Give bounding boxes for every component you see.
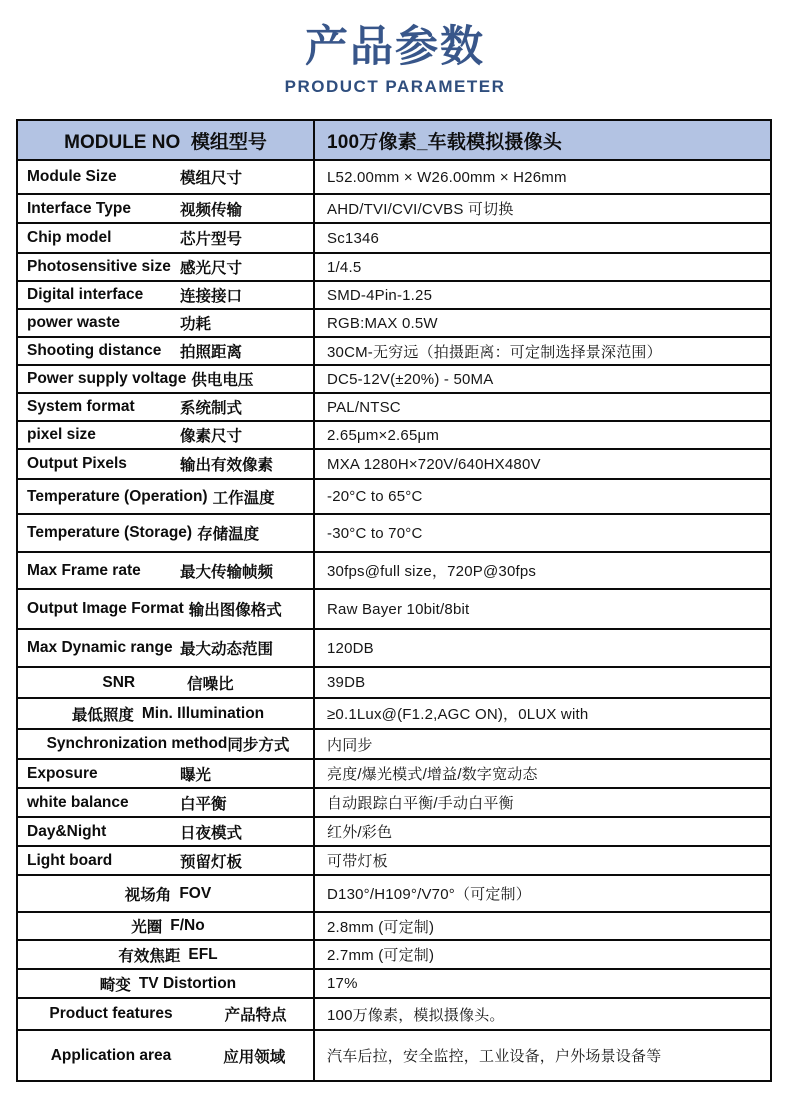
label-part-1: Synchronization method — [46, 735, 228, 753]
param-value: 2.8mm (可定制) — [327, 918, 435, 936]
param-value: ≥0.1Lux@(F1.2,AGC ON)，0LUX with — [327, 706, 589, 724]
label-part-1: Application area — [50, 1046, 172, 1064]
param-value: D130°/H109°/V70°（可定制） — [327, 886, 531, 904]
label-part-1: white balance — [27, 793, 129, 811]
label-part-2: 拍照距离 — [180, 344, 243, 362]
label-part-1: 视场角 — [124, 886, 172, 904]
table-header-row — [18, 121, 770, 161]
table-row — [18, 730, 770, 760]
table-row — [18, 999, 770, 1031]
param-label — [18, 366, 315, 392]
param-value: 2.7mm (可定制) — [327, 947, 435, 965]
page-header — [0, 0, 790, 97]
table-row — [18, 699, 770, 730]
label-part-2: 感光尺寸 — [180, 260, 243, 278]
table-row — [18, 161, 770, 195]
param-value: 内同步 — [327, 736, 373, 754]
table-row — [18, 941, 770, 970]
table-row — [18, 310, 770, 338]
param-value: 120DB — [327, 639, 374, 657]
param-label — [18, 480, 315, 513]
param-label — [18, 913, 315, 939]
param-value: 30CM-无穷远（拍摄距离：可定制选择景深范围） — [327, 343, 662, 361]
label-part-2: 输出图像格式 — [188, 602, 282, 620]
param-value: 39DB — [327, 674, 366, 692]
param-label — [18, 422, 315, 448]
table-row — [18, 422, 770, 450]
label-part-1: Temperature (Operation) — [27, 487, 208, 505]
label-part-1: power waste — [27, 314, 121, 332]
table-row — [18, 818, 770, 847]
param-value: 17% — [327, 975, 358, 993]
label-part-2: 芯片型号 — [180, 231, 243, 249]
label-part-1: Temperature (Storage) — [27, 524, 193, 542]
label-part-2: 像素尺寸 — [180, 428, 243, 446]
table-row — [18, 366, 770, 394]
label-part-1: Max Frame rate — [27, 561, 141, 579]
label-part-2: 白平衡 — [180, 795, 227, 813]
table-row — [18, 224, 770, 254]
label-part-1: Day&Night — [27, 822, 107, 840]
label-part-2: 系统制式 — [180, 400, 243, 418]
label-part-2: FOV — [179, 884, 212, 902]
table-row — [18, 515, 770, 553]
param-label — [18, 789, 315, 816]
param-label — [18, 760, 315, 787]
table-row — [18, 254, 770, 282]
table-row — [18, 668, 770, 699]
label-part-1: 最低照度 — [71, 706, 134, 724]
param-label — [18, 699, 315, 728]
param-value: L52.00mm × W26.00mm × H26mm — [327, 168, 567, 186]
page-title: 产品参数 — [305, 23, 485, 71]
table-row — [18, 630, 770, 668]
param-label — [18, 224, 315, 252]
param-value: 自动跟踪白平衡/手动白平衡 — [327, 795, 514, 813]
param-label — [18, 515, 315, 551]
param-label — [18, 999, 315, 1029]
table-row — [18, 338, 770, 366]
param-label — [18, 590, 315, 628]
param-value: -30°C to 70°C — [327, 524, 423, 542]
label-part-1: Module Size — [27, 168, 117, 186]
label-part-2: 信噪比 — [187, 675, 234, 693]
table-header-module-no: MODULE NO 模组型号 — [18, 121, 315, 159]
label-part-1: Digital interface — [27, 286, 144, 304]
table-row — [18, 590, 770, 630]
label-part-2: 曝光 — [180, 766, 212, 784]
label-part-2: EFL — [188, 945, 218, 963]
table-row — [18, 282, 770, 310]
param-label — [18, 553, 315, 588]
label-part-1: pixel size — [27, 426, 96, 444]
label-part-1: Shooting distance — [27, 342, 162, 360]
param-value: 汽车后拉，安全监控，工业设备，户外场景设备等 — [327, 1048, 662, 1066]
label-part-2: 视频传输 — [180, 201, 243, 219]
label-part-1: Output Image Format — [27, 600, 184, 618]
table-row — [18, 450, 770, 480]
label-part-1: 有效焦距 — [118, 947, 181, 965]
label-part-2: 模组尺寸 — [180, 170, 243, 188]
param-value: MXA 1280H×720V/640HX480V — [327, 455, 541, 473]
param-label — [18, 668, 315, 697]
param-value: 100万像素，模拟摄像头。 — [327, 1006, 505, 1024]
label-part-2: 输出有效像素 — [180, 457, 274, 475]
param-value: Sc1346 — [327, 229, 380, 247]
table-row — [18, 847, 770, 876]
param-label — [18, 394, 315, 420]
table-row — [18, 480, 770, 515]
table-header-product-name: 100万像素_车载模拟摄像头 — [327, 131, 563, 153]
table-row — [18, 970, 770, 999]
table-row — [18, 553, 770, 590]
label-part-2: 连接接口 — [180, 288, 243, 306]
param-label — [18, 630, 315, 666]
label-part-1: Exposure — [27, 764, 98, 782]
label-part-1: Photosensitive size — [27, 258, 171, 276]
label-part-1: 光圈 — [131, 919, 163, 937]
label-part-1: Power supply voltage — [27, 370, 187, 388]
table-row — [18, 394, 770, 422]
table-row — [18, 789, 770, 818]
param-value: DC5-12V(±20%) - 50MA — [327, 370, 494, 388]
param-value: RGB:MAX 0.5W — [327, 314, 438, 332]
param-label — [18, 1031, 315, 1080]
label-part-1: System format — [27, 398, 135, 416]
label-part-1: 畸变 — [99, 976, 131, 994]
param-value: 1/4.5 — [327, 258, 362, 276]
param-label — [18, 818, 315, 845]
param-label — [18, 195, 315, 222]
param-label — [18, 876, 315, 911]
param-value: PAL/NTSC — [327, 398, 401, 416]
param-value: 亮度/爆光模式/增益/数字宽动态 — [327, 766, 538, 784]
param-value: AHD/TVI/CVI/CVBS 可切换 — [327, 201, 514, 219]
label-part-2: 工作温度 — [212, 489, 275, 507]
param-value: 2.65μm×2.65μm — [327, 426, 440, 444]
label-part-2: TV Distortion — [138, 974, 237, 992]
param-label — [18, 847, 315, 874]
label-part-1: Chip model — [27, 229, 112, 247]
label-part-2: 存储温度 — [197, 526, 260, 544]
label-part-1: Interface Type — [27, 199, 131, 217]
table-row — [18, 913, 770, 941]
param-label — [18, 338, 315, 364]
page-subtitle: PRODUCT PARAMETER — [284, 77, 506, 97]
label-part-2: 日夜模式 — [180, 824, 243, 842]
table-row — [18, 876, 770, 913]
param-value: Raw Bayer 10bit/8bit — [327, 600, 470, 618]
label-part-2: F/No — [170, 917, 205, 935]
label-part-2: 应用领域 — [223, 1048, 286, 1066]
label-part-2: 功耗 — [180, 316, 212, 334]
label-part-1: Product features — [49, 1005, 173, 1023]
param-value: 可带灯板 — [327, 853, 388, 871]
param-label — [18, 254, 315, 280]
label-part-1: SNR — [102, 673, 136, 691]
param-value: -20°C to 65°C — [327, 488, 423, 506]
label-part-2: 预留灯板 — [180, 853, 243, 871]
label-part-2: 最大动态范围 — [180, 641, 274, 659]
param-label — [18, 161, 315, 193]
table-row — [18, 195, 770, 224]
label-part-2: Min. Illumination — [141, 704, 265, 722]
param-value: SMD-4Pin-1.25 — [327, 286, 433, 304]
label-part-1: Light board — [27, 851, 113, 869]
product-parameter-table — [16, 119, 772, 1082]
param-value: 红外/彩色 — [327, 824, 393, 842]
param-label — [18, 450, 315, 478]
label-part-2: 产品特点 — [224, 1007, 287, 1025]
param-label — [18, 282, 315, 308]
param-value: 30fps@full size，720P@30fps — [327, 563, 537, 581]
label-part-2: 供电电压 — [191, 372, 254, 390]
param-label — [18, 310, 315, 336]
label-part-2: 最大传输帧频 — [180, 563, 274, 581]
label-part-1: Output Pixels — [27, 455, 127, 473]
param-label — [18, 970, 315, 997]
table-row — [18, 760, 770, 789]
label-part-1: Max Dynamic range — [27, 639, 173, 657]
param-label — [18, 941, 315, 968]
label-part-2: 同步方式 — [227, 737, 290, 755]
table-row — [18, 1031, 770, 1080]
param-label — [18, 730, 315, 758]
